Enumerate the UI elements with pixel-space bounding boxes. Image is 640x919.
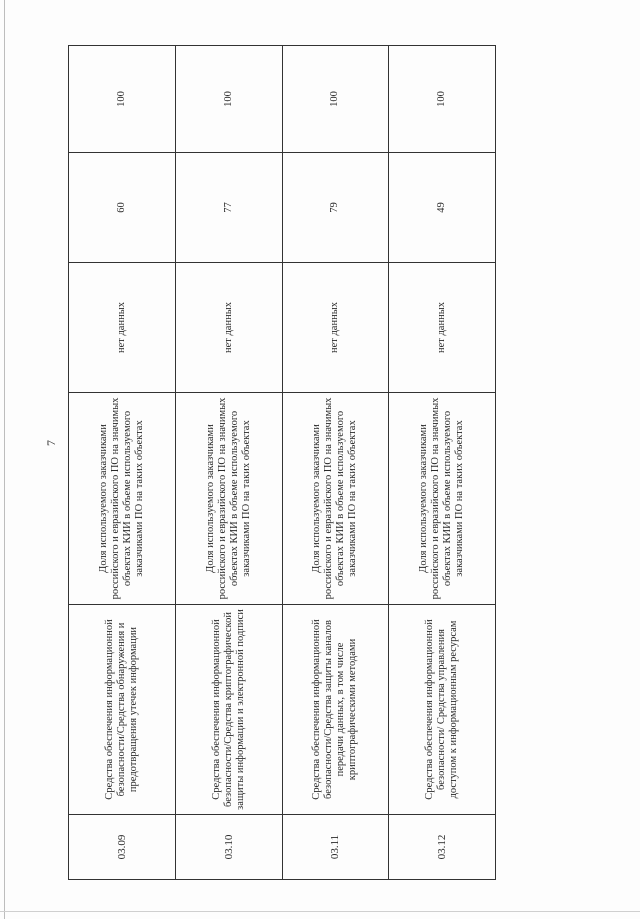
row-value-2: 100 [389, 46, 496, 153]
row-value-2: 100 [282, 46, 389, 153]
page-edge-bottom [0, 911, 640, 912]
table-row [69, 46, 176, 880]
row-indicator: Доля используемого заказчиками российского и евразийского ПО на значимых объектах КИИ в объеме используемого заказчиками ПО на таких объектах [282, 393, 389, 605]
table-row [175, 46, 282, 880]
requirements-table [68, 45, 496, 880]
row-code: 03.09 [69, 815, 176, 880]
row-value-2: 100 [175, 46, 282, 153]
row-base-value: нет данных [389, 263, 496, 393]
row-value-2: 100 [69, 46, 176, 153]
row-indicator: Доля используемого заказчиками российского и евразийского ПО на значимых объектах КИИ в объеме используемого заказчиками ПО на таких объектах [175, 393, 282, 605]
rotated-table-container [68, 46, 496, 880]
table-row [389, 46, 496, 880]
row-base-value: нет данных [69, 263, 176, 393]
row-name: Средства обеспечения информационной безопасности/Средства обнаружения и предотвращения утечек информации [69, 605, 176, 815]
row-value-1: 49 [389, 153, 496, 263]
row-base-value: нет данных [282, 263, 389, 393]
row-indicator: Доля используемого заказчиками российского и евразийского ПО на значимых объектах КИИ в объеме используемого заказчиками ПО на таких объектах [389, 393, 496, 605]
row-code: 03.12 [389, 815, 496, 880]
row-value-1: 60 [69, 153, 176, 263]
row-name: Средства обеспечения информационной безопасности/ Средства управления доступом к информационным ресурсам [389, 605, 496, 815]
row-name: Средства обеспечения информационной безопасности/Средства криптографической защиты информации и электронной подписи [175, 605, 282, 815]
row-indicator: Доля используемого заказчиками российского и евразийского ПО на значимых объектах КИИ в объеме используемого заказчиками ПО на таких объектах [69, 393, 176, 605]
row-name: Средства обеспечения информационной безопасности/Средства защиты каналов передачи данных, в том числе криптографическими методами [282, 605, 389, 815]
row-value-1: 77 [175, 153, 282, 263]
page-edge-left [4, 0, 5, 919]
row-code: 03.11 [282, 815, 389, 880]
row-code: 03.10 [175, 815, 282, 880]
page-number: 7 [44, 440, 58, 446]
row-base-value: нет данных [175, 263, 282, 393]
table-row [282, 46, 389, 880]
row-value-1: 79 [282, 153, 389, 263]
